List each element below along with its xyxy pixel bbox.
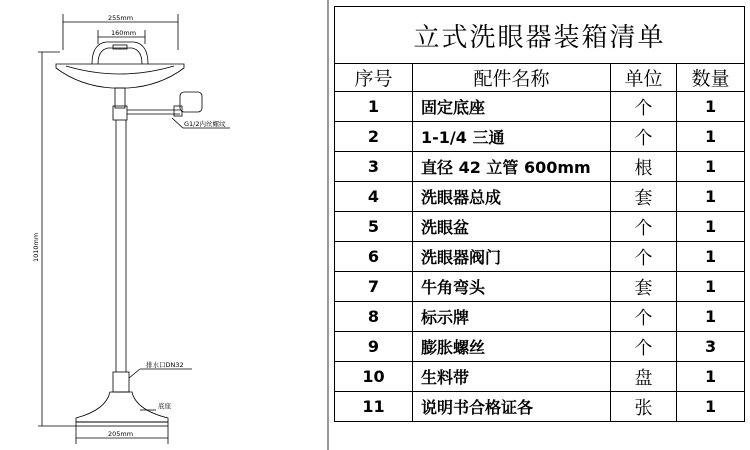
cell-no: 9 — [335, 332, 413, 362]
cell-qty: 1 — [677, 242, 745, 272]
eyewash-technical-drawing — [0, 0, 330, 450]
cell-no: 10 — [335, 362, 413, 392]
packing-list-table — [334, 6, 745, 422]
cell-unit: 个 — [611, 302, 677, 332]
cell-qty: 1 — [677, 212, 745, 242]
table-title: 立式洗眼器装箱清单 — [335, 7, 745, 64]
cell-name: 洗眼器总成 — [413, 182, 611, 212]
header-unit: 单位 — [611, 64, 677, 92]
cell-unit: 个 — [611, 122, 677, 152]
table-row — [335, 302, 745, 332]
cell-qty: 1 — [677, 272, 745, 302]
cell-name: 洗眼器阀门 — [413, 242, 611, 272]
cell-unit: 个 — [611, 332, 677, 362]
cell-no: 6 — [335, 242, 413, 272]
table-row — [335, 242, 745, 272]
table-row — [335, 182, 745, 212]
cell-name: 生料带 — [413, 362, 611, 392]
table-row — [335, 362, 745, 392]
cell-unit: 套 — [611, 272, 677, 302]
dim-height: 1010mm — [32, 232, 40, 262]
cell-name: 膨胀螺丝 — [413, 332, 611, 362]
label-base: 底座 — [158, 402, 171, 410]
cell-name: 固定底座 — [413, 92, 611, 122]
table-row — [335, 122, 745, 152]
table-row — [335, 212, 745, 242]
cell-name: 说明书合格证各 — [413, 392, 611, 422]
cell-qty: 1 — [677, 392, 745, 422]
cell-qty: 1 — [677, 362, 745, 392]
table-row — [335, 332, 745, 362]
cell-unit: 根 — [611, 152, 677, 182]
table-row — [335, 92, 745, 122]
header-no: 序号 — [335, 64, 413, 92]
table-header-row — [335, 64, 745, 92]
cell-unit: 盘 — [611, 362, 677, 392]
table-row — [335, 272, 745, 302]
cell-unit: 张 — [611, 392, 677, 422]
label-thread: G1/2内丝螺纹 — [184, 120, 226, 128]
label-drain: 排水口DN32 — [146, 361, 184, 369]
cell-qty: 1 — [677, 92, 745, 122]
cell-qty: 1 — [677, 122, 745, 152]
cell-qty: 1 — [677, 152, 745, 182]
cell-name: 洗眼盆 — [413, 212, 611, 242]
cell-unit: 套 — [611, 182, 677, 212]
dim-top-inner: 160mm — [111, 29, 137, 37]
header-name: 配件名称 — [413, 64, 611, 92]
header-qty: 数量 — [677, 64, 745, 92]
cell-unit: 个 — [611, 242, 677, 272]
dim-top-outer: 255mm — [108, 14, 134, 22]
cell-unit: 个 — [611, 212, 677, 242]
cell-no: 11 — [335, 392, 413, 422]
cell-no: 1 — [335, 92, 413, 122]
cell-name: 牛角弯头 — [413, 272, 611, 302]
cell-no: 4 — [335, 182, 413, 212]
dim-base: 205mm — [108, 430, 134, 438]
cell-qty: 1 — [677, 182, 745, 212]
cell-no: 8 — [335, 302, 413, 332]
cell-unit: 个 — [611, 92, 677, 122]
cell-no: 2 — [335, 122, 413, 152]
cell-no: 7 — [335, 272, 413, 302]
cell-name: 直径 42 立管 600mm — [413, 152, 611, 182]
table-row — [335, 152, 745, 182]
table-row — [335, 392, 745, 422]
cell-no: 3 — [335, 152, 413, 182]
cell-qty: 3 — [677, 332, 745, 362]
cell-no: 5 — [335, 212, 413, 242]
cell-qty: 1 — [677, 302, 745, 332]
cell-name: 1-1/4 三通 — [413, 122, 611, 152]
cell-name: 标示牌 — [413, 302, 611, 332]
